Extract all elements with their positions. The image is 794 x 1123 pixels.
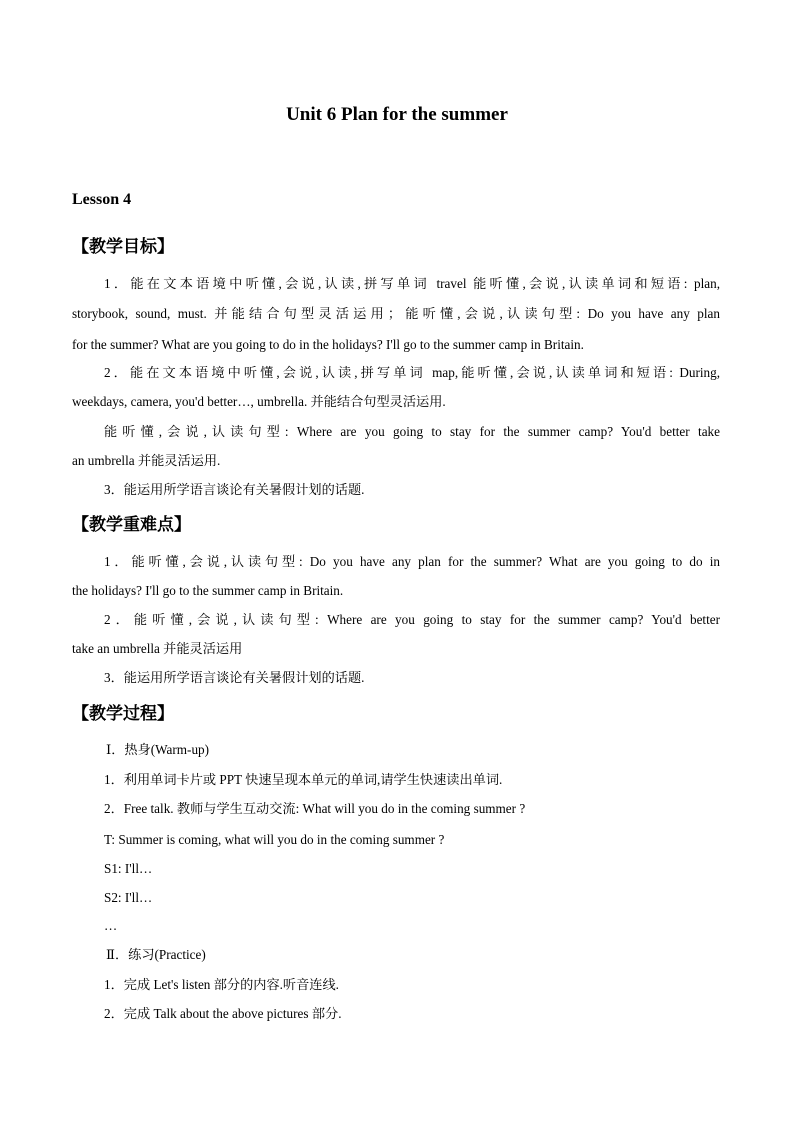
section-heading-process: 【教学过程】: [72, 704, 174, 724]
paragraph-line: 2．完成 Talk about the above pictures 部分.: [104, 1006, 342, 1021]
section-heading-objectives: 【教学目标】: [72, 237, 174, 257]
paragraph-line: an umbrella 并能灵活运用.: [72, 453, 221, 468]
paragraph-line: Ⅱ．练习(Practice): [106, 947, 206, 962]
paragraph-line: weekdays, camera, you'd better…, umbrella. 并能结合句型灵活运用.: [72, 394, 446, 409]
paragraph-line: 3．能运用所学语言谈论有关暑假计划的话题.: [104, 482, 365, 497]
paragraph-line: 1．利用单词卡片或 PPT 快速呈现本单元的单词,请学生快速读出单词.: [104, 772, 503, 787]
paragraph-line: 2．能在文本语境中听懂,会说,认读,拼写单词 map,能听懂,会说,认读单词和短语: During,: [104, 365, 720, 380]
paragraph-line: 1．完成 Let's listen 部分的内容.听音连线.: [104, 977, 339, 992]
paragraph-line: T: Summer is coming, what will you do in the coming summer ?: [104, 832, 445, 847]
paragraph-line: 2．Free talk. 教师与学生互动交流: What will you do in the coming summer ?: [104, 801, 526, 816]
paragraph-line: S1: I'll…: [104, 861, 153, 876]
paragraph-line: the holidays? I'll go to the summer camp in Britain.: [72, 583, 344, 598]
paragraph-line: 能听懂,会说,认读句型: Where are you going to stay for the summer camp? You'd better take: [104, 424, 720, 439]
paragraph-line: take an umbrella 并能灵活运用: [72, 641, 243, 656]
section-heading-key-points: 【教学重难点】: [72, 515, 191, 535]
paragraph-line: 1．能听懂,会说,认读句型: Do you have any plan for the summer? What are you going to do in: [104, 554, 720, 569]
paragraph-line: …: [104, 918, 118, 933]
paragraph-line: 1．能在文本语境中听懂,会说,认读,拼写单词 travel 能听懂,会说,认读单词和短语: plan,: [104, 276, 720, 291]
paragraph-line: Ⅰ．热身(Warm-up): [106, 742, 210, 757]
paragraph-line: for the summer? What are you going to do in the holidays? I'll go to the summer camp in Britain.: [72, 337, 584, 352]
document-title: Unit 6 Plan for the summer: [286, 104, 508, 125]
paragraph-line: 3．能运用所学语言谈论有关暑假计划的话题.: [104, 670, 365, 685]
paragraph-line: 2．能听懂,会说,认读句型: Where are you going to stay for the summer camp? You'd better: [104, 612, 720, 627]
paragraph-line: storybook, sound, must. 并能结合句型灵活运用；能听懂,会说,认读句型: Do you have any plan: [72, 306, 720, 321]
paragraph-line: S2: I'll…: [104, 890, 153, 905]
lesson-label: Lesson 4: [72, 191, 132, 208]
